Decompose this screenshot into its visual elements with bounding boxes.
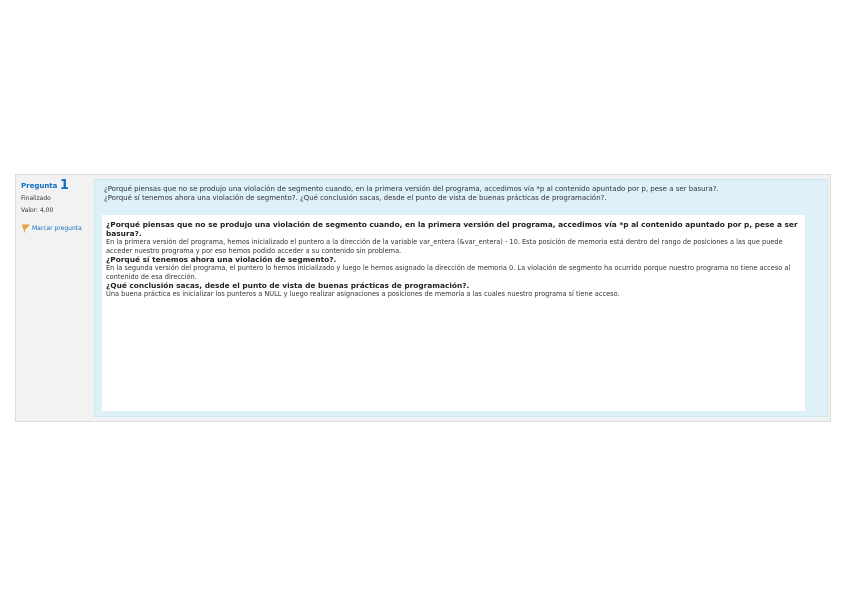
- question-block: [15, 174, 831, 422]
- question-label: Pregunta: [21, 182, 58, 190]
- answer-heading-2: ¿Porqué sí tenemos ahora una violación de segmento?.: [106, 255, 337, 264]
- answer-paragraph-1: En la primera versión del programa, hemos inicializado el puntero a la dirección de la variable var_entera (&var_entera) - 10. Esta posición de memoria está dentro del rango de posiciones a las que puede acceder nuestro programa y por eso hemos podido acceder a su contenido sin problema.: [106, 238, 783, 255]
- answer-paragraph-2: En la segunda versión del programa, el puntero lo hemos inicializado y luego le hemos asignado la dirección de memoria 0. La violación de segmento ha ocurrido porque nuestro programa no tiene acceso al contenido de esa dirección.: [106, 264, 791, 281]
- question-text: [104, 185, 809, 203]
- question-content: [94, 179, 828, 417]
- question-number: 1: [59, 178, 69, 193]
- answer-heading-3: ¿Qué conclusión sacas, desde el punto de vista de buenas prácticas de programación?.: [106, 281, 470, 290]
- question-grade: Valor: 4,00: [21, 207, 54, 214]
- flag-question-link[interactable]: [21, 224, 93, 233]
- question-text-line-2: ¿Porqué sí tenemos ahora una violación de segmento?. ¿Qué conclusión sacas, desde el punto de vista de buenas prácticas de programación?.: [104, 194, 607, 202]
- question-text-line-1: ¿Porqué piensas que no se produjo una violación de segmento cuando, en la primera versión del programa, accedimos vía *p al contenido apuntado por p, pese a ser basura?.: [104, 185, 719, 193]
- question-state: Finalizado: [21, 195, 51, 202]
- answer-paragraph-3: Una buena práctica es inicializar los punteros a NULL y luego realizar asignaciones a posiciones de memoria a las cuales nuestro programa sí tiene acceso.: [106, 290, 620, 298]
- flag-icon: [21, 224, 30, 233]
- flag-label: Marcar pregunta: [32, 225, 82, 232]
- answer-heading-1: ¿Porqué piensas que no se produjo una violación de segmento cuando, en la primera versión del programa, accedimos vía *p al contenido apuntado por p, pese a ser basura?.: [106, 220, 798, 238]
- question-info: [21, 180, 93, 233]
- answer-box: [102, 215, 805, 411]
- question-number-row: [21, 180, 93, 192]
